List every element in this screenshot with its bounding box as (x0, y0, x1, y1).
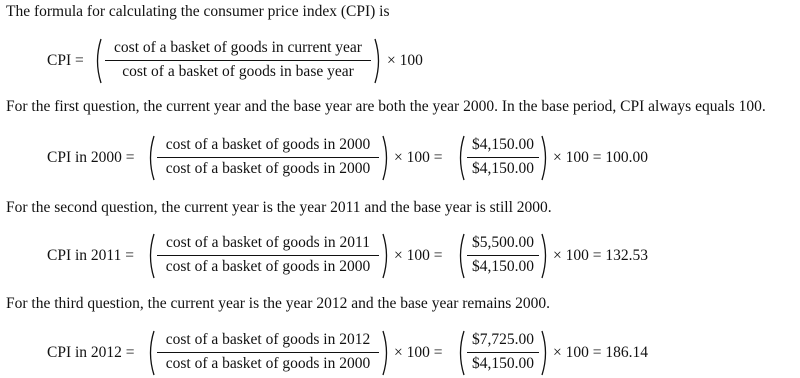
fraction-bar (105, 60, 371, 61)
right-paren-icon (540, 233, 550, 279)
cpi-formula (0, 38, 800, 86)
q3-text: For the third question, the current year is the year 2012 and the base year remains 2000. (6, 295, 551, 312)
eq3-num-value: $7,725.00 (472, 331, 534, 348)
q1-text: For the first question, the current year and the base year are both the year 2000. In the base period, CPI always equals 100. (6, 98, 766, 115)
eq3-denominator: cost of a basket of goods in 2000 (165, 355, 371, 372)
fraction-bar (157, 255, 379, 256)
right-paren-icon (373, 38, 383, 84)
fraction-bar (157, 157, 379, 158)
left-paren-icon (146, 330, 156, 376)
right-paren-icon (381, 330, 391, 376)
fraction-bar (467, 352, 539, 353)
cpi-2012-equation (0, 330, 800, 378)
left-paren-icon (456, 135, 466, 181)
q2-text: For the second question, the current year is the year 2011 and the base year is still 2000. (6, 199, 552, 216)
eq1-denominator: cost of a basket of goods in 2000 (165, 160, 371, 177)
right-paren-icon (540, 330, 550, 376)
formula-lhs: CPI = (47, 52, 84, 69)
formula-numerator: cost of a basket of goods in current year (114, 39, 362, 56)
eq1-den-value: $4,150.00 (472, 160, 534, 177)
eq3-times: × 100 = (394, 344, 443, 361)
eq1-value-fraction (467, 135, 539, 181)
fraction-bar (467, 255, 539, 256)
eq1-times: × 100 = (394, 149, 443, 166)
formula-times: × 100 (387, 52, 423, 69)
left-paren-icon (93, 38, 103, 84)
eq1-num-value: $4,150.00 (472, 136, 534, 153)
left-paren-icon (456, 233, 466, 279)
cpi-2000-equation (0, 135, 800, 183)
fraction-bar (157, 352, 379, 353)
eq2-denominator: cost of a basket of goods in 2000 (165, 258, 371, 275)
cpi-2011-equation (0, 233, 800, 281)
eq2-value-fraction (467, 233, 539, 279)
left-paren-icon (146, 233, 156, 279)
fraction-bar (467, 157, 539, 158)
eq3-lhs: CPI in 2012 = (47, 344, 135, 361)
eq1-result: × 100 = 100.00 (553, 149, 648, 166)
eq1-fraction (157, 135, 379, 181)
eq2-den-value: $4,150.00 (472, 258, 534, 275)
eq1-numerator: cost of a basket of goods in 2000 (165, 136, 371, 153)
eq3-den-value: $4,150.00 (472, 355, 534, 372)
eq2-times: × 100 = (394, 247, 443, 264)
left-paren-icon (456, 330, 466, 376)
eq3-numerator: cost of a basket of goods in 2012 (165, 331, 371, 348)
formula-denominator: cost of a basket of goods in base year (122, 63, 354, 80)
formula-fraction (105, 38, 371, 84)
eq3-value-fraction (467, 330, 539, 376)
eq2-lhs: CPI in 2011 = (47, 247, 134, 264)
eq2-fraction (157, 233, 379, 279)
left-paren-icon (146, 135, 156, 181)
eq2-numerator: cost of a basket of goods in 2011 (166, 234, 370, 251)
right-paren-icon (381, 135, 391, 181)
eq2-result: × 100 = 132.53 (553, 247, 648, 264)
right-paren-icon (540, 135, 550, 181)
eq3-result: × 100 = 186.14 (553, 344, 648, 361)
eq1-lhs: CPI in 2000 = (47, 149, 135, 166)
intro-text: The formula for calculating the consumer price index (CPI) is (6, 3, 390, 20)
right-paren-icon (381, 233, 391, 279)
eq2-num-value: $5,500.00 (472, 234, 534, 251)
eq3-fraction (157, 330, 379, 376)
